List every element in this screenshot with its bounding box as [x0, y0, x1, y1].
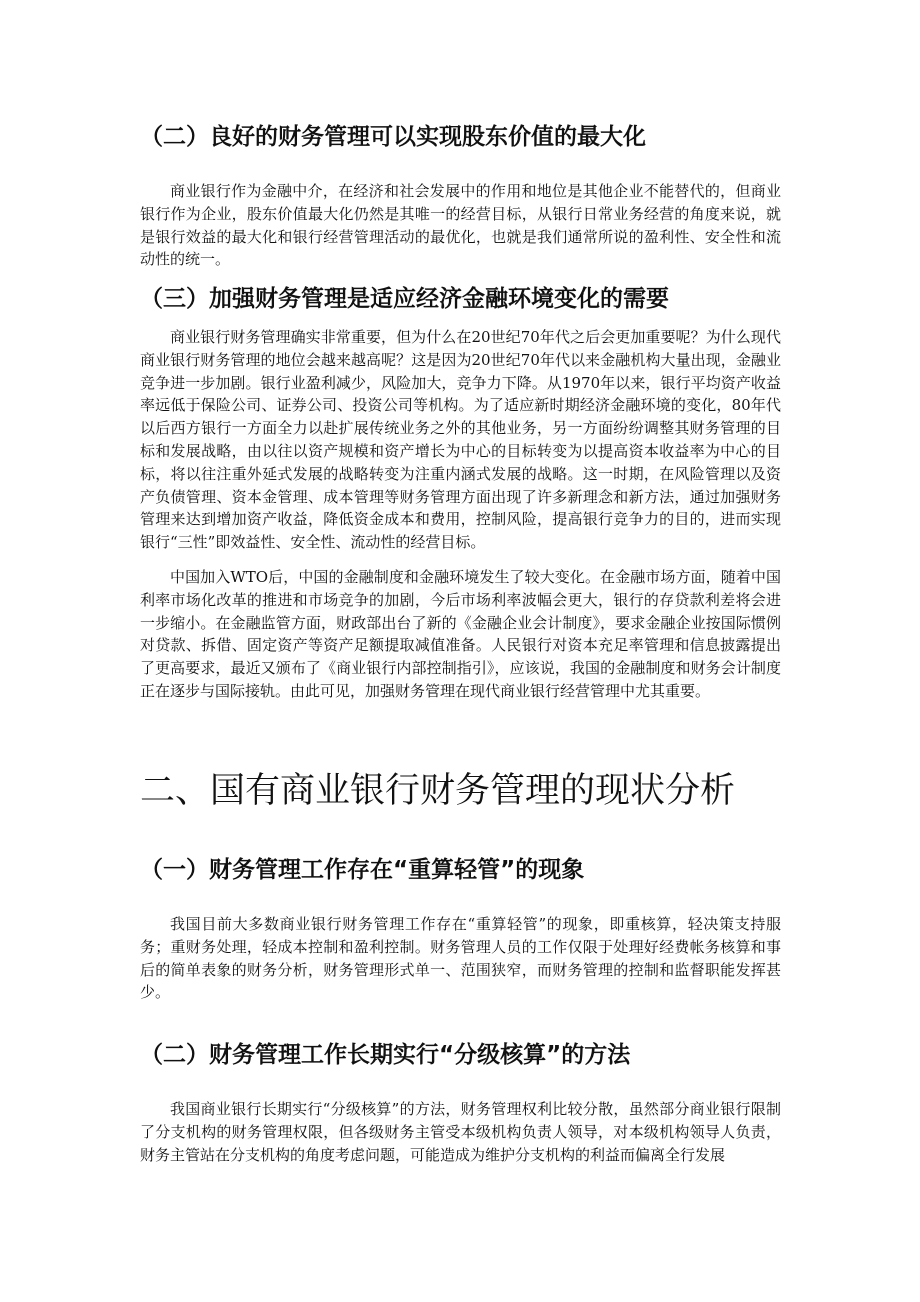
paragraph: 商业银行作为金融中介，在经济和社会发展中的作用和地位是其他企业不能替代的，但商业银行作为企业，股东价值最大化仍然是其唯一的经营目标，从银行日常业务经营的角度来说，就是银行效益的最大化和银行经营管理活动的最优化，也就是我们通常所说的盈利性、安全性和流动性的统一。	[140, 182, 781, 269]
section-heading: （三）加强财务管理是适应经济金融环境变化的需要	[140, 286, 669, 312]
paragraph: 中国加入WTO后，中国的金融制度和金融环境发生了较大变化。在金融市场方面，随着中国利率市场化改革的推进和市场竞争的加剧，今后市场利率波幅会更大，银行的存贷款利差将会进一步缩小。在金融监管方面，财政部出台了新的《金融企业会计制度》，要求金融企业按国际惯例对贷款、拆借、固定资产等资产足额提取减值准备。人民银行对资本充足率管理和信息披露提出了更高要求，最近又颁布了《商业银行内部控制指引》，应该说，我国的金融制度和财务会计制度正在逐步与国际接轨。由此可见，加强财务管理在现代商业银行经营管理中尤其重要。	[140, 568, 781, 700]
section-heading: （二）良好的财务管理可以实现股东价值的最大化	[140, 124, 646, 150]
section-heading: （二）财务管理工作长期实行“分级核算”的方法	[140, 1042, 631, 1068]
chapter-heading: 二、国有商业银行财务管理的现状分析	[140, 771, 736, 811]
paragraph: 我国目前大多数商业银行财务管理工作存在“重算轻管”的现象，即重核算，轻决策支持服务；重财务处理，轻成本控制和盈利控制。财务管理人员的工作仅限于处理好经费帐务核算和事后的简单表象的财务分析，财务管理形式单一、范围狭窄，而财务管理的控制和监督职能发挥甚少。	[140, 915, 781, 1002]
paragraph: 我国商业银行长期实行“分级核算”的方法，财务管理权利比较分散，虽然部分商业银行限制了分支机构的财务管理权限，但各级财务主管受本级机构负责人领导，对本级机构领导人负责，财务主管站在分支机构的角度考虑问题，可能造成为维护分支机构的利益而偏离全行发展	[140, 1100, 781, 1164]
section-heading: （一）财务管理工作存在“重算轻管”的现象	[140, 857, 585, 883]
paragraph: 商业银行财务管理确实非常重要，但为什么在20世纪70年代之后会更加重要呢？为什么现代商业银行财务管理的地位会越来越高呢？这是因为20世纪70年代以来金融机构大量出现，金融业竞争进一步加剧。银行业盈利减少，风险加大，竞争力下降。从1970年以来，银行平均资产收益率远低于保险公司、证券公司、投资公司等机构。为了适应新时期经济金融环境的变化，80年代以后西方银行一方面全力以赴扩展传统业务之外的其他业务，另一方面纷纷调整其财务管理的目标和发展战略，由以往以资产规模和资产增长为中心的目标转变为以提高资本收益率为中心的目标，将以往注重外延式发展的战略转变为注重内涵式发展的战略。这一时期，在风险管理以及资产负债管理、资本金管理、成本管理等财务管理方面出现了许多新理念和新方法，通过加强财务管理来达到增加资产收益，降低资金成本和费用，控制风险，提高银行竞争力的目的，进而实现银行“三性”即效益性、安全性、流动性的经营目标。	[140, 328, 781, 552]
